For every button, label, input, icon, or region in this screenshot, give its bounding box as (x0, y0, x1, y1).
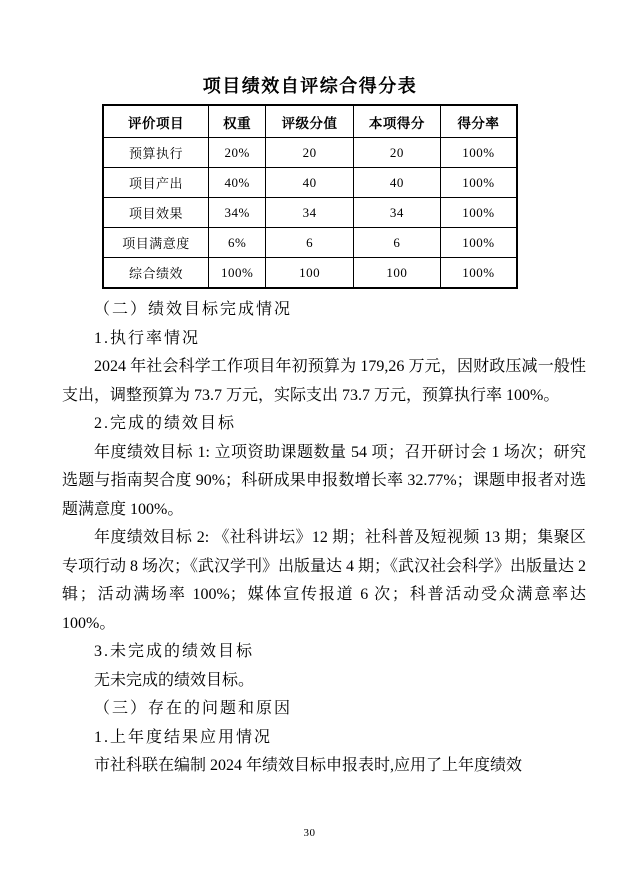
table-cell: 34 (266, 198, 354, 228)
table-cell: 6 (266, 228, 354, 258)
body-paragraph: 年度绩效目标 1: 立项资助课题数量 54 项；召开研讨会 1 场次；研究选题与指南契合度 90%；科研成果申报数增长率 32.77%；课题申报者对选题满意度 100%。 (62, 443, 586, 518)
column-header: 评价项目 (103, 105, 209, 138)
table-cell: 34% (209, 198, 266, 228)
section-heading: （三）存在的问题和原因 (94, 700, 293, 717)
section-heading: 1.上年度结果应用情况 (94, 728, 273, 746)
table-row (103, 168, 517, 198)
column-header: 得分率 (440, 105, 517, 138)
table-row (103, 228, 517, 258)
section-heading: 3.未完成的绩效目标 (94, 643, 255, 660)
table-row (103, 258, 517, 289)
table-title: 项目绩效自评综合得分表 (202, 76, 418, 96)
table-cell: 20 (353, 138, 440, 168)
body-paragraph: 年度绩效目标 2: 《社科讲坛》12 期；社科普及短视频 13 期；集聚区专项行动 8 场次；《武汉学刊》出版量达 4 期；《武汉社会科学》出版量达 2 辑；活动满场率 100%；媒体宣传报道 6 次；科普活动受众满意率达 100%。 (62, 529, 587, 632)
table-cell: 100% (440, 258, 517, 289)
body-paragraph: 市社科联在编制 2024 年绩效目标申报表时,应用了上年度绩效 (94, 757, 523, 774)
table-cell: 20 (266, 138, 354, 168)
body-text (62, 296, 586, 781)
table-cell: 100% (440, 198, 517, 228)
table-cell: 100 (266, 258, 354, 289)
table-cell: 项目效果 (103, 198, 209, 228)
column-header: 权重 (209, 105, 266, 138)
table-cell: 预算执行 (103, 138, 209, 168)
score-table-body (103, 138, 517, 289)
table-cell: 20% (209, 138, 266, 168)
page-content (62, 72, 586, 781)
table-cell: 100% (440, 138, 517, 168)
table-cell: 6% (209, 228, 266, 258)
table-cell: 综合绩效 (103, 258, 209, 289)
table-cell: 100 (353, 258, 440, 289)
table-header-row (103, 105, 517, 138)
column-header: 本项得分 (353, 105, 440, 138)
table-cell: 40 (353, 168, 440, 198)
table-row (103, 198, 517, 228)
section-heading: 1.执行率情况 (94, 329, 201, 347)
table-cell: 34 (353, 198, 440, 228)
table-cell: 40 (266, 168, 354, 198)
table-cell: 项目满意度 (103, 228, 209, 258)
section-heading: 2.完成的绩效目标 (94, 415, 237, 432)
body-paragraph: 2024 年社会科学工作项目年初预算为 179,26 万元，因财政压减一般性支出，调整预算为 73.7 万元，实际支出 73.7 万元，预算执行率 100%。 (62, 358, 586, 404)
section-heading: （二）绩效目标完成情况 (94, 301, 293, 318)
body-paragraph: 无未完成的绩效目标。 (94, 671, 255, 689)
table-cell: 40% (209, 168, 266, 198)
table-cell: 6 (353, 228, 440, 258)
table-cell: 项目产出 (103, 168, 209, 198)
table-cell: 100% (440, 228, 517, 258)
page-number: 30 (303, 827, 316, 839)
column-header: 评级分值 (266, 105, 354, 138)
score-table (102, 104, 518, 289)
table-cell: 100% (209, 258, 266, 289)
table-cell: 100% (440, 168, 517, 198)
table-row (103, 138, 517, 168)
